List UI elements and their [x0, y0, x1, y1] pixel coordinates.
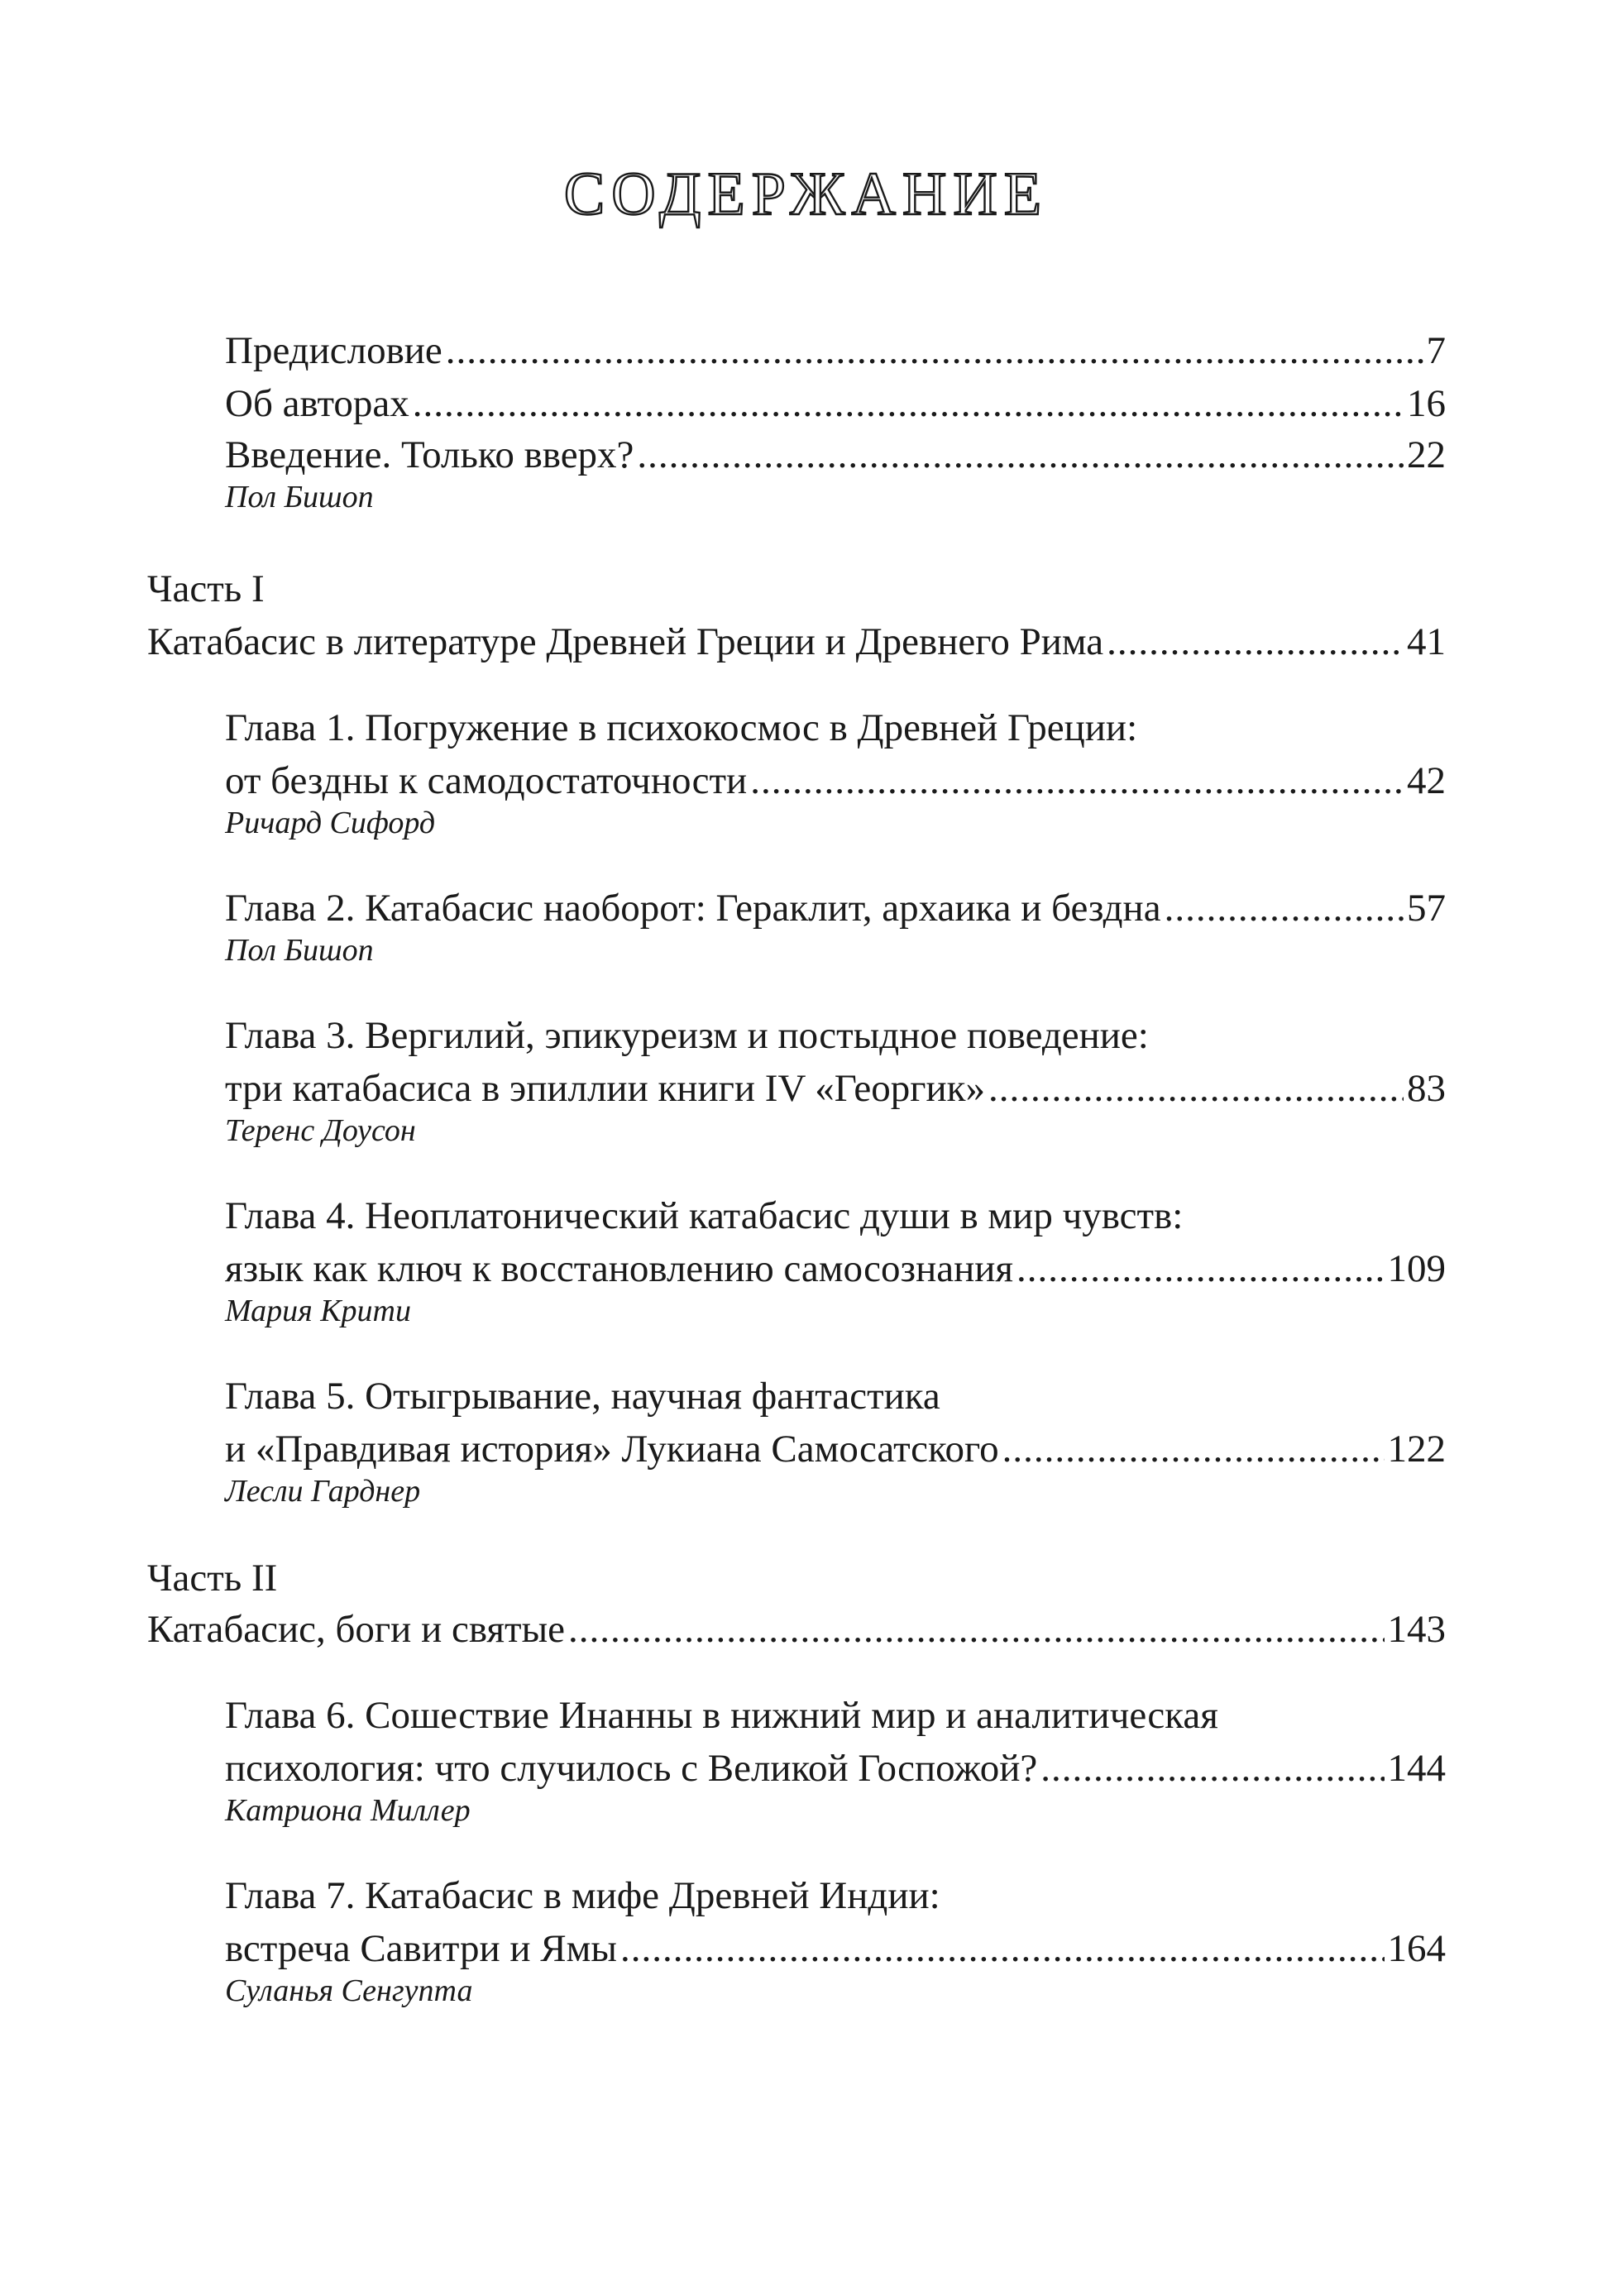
leader-dots: [568, 1606, 1384, 1653]
toc-page-number: 57: [1407, 887, 1446, 930]
toc-page-number: 7: [1426, 329, 1446, 372]
toc-entry-label: Катабасис, боги и святые: [147, 1608, 566, 1651]
leader-dots: [1040, 1745, 1384, 1791]
leader-dots: [1165, 885, 1404, 931]
toc-chapter-title[interactable]: Глава 5. Отыгрывание, научная фантастика: [225, 1375, 940, 1418]
toc-entry-chapter-7[interactable]: [225, 1925, 1446, 1972]
toc-page-number: 144: [1387, 1747, 1446, 1790]
part-heading: Часть I: [147, 567, 265, 610]
toc-page-number: 42: [1407, 759, 1446, 802]
toc-entry-part-2[interactable]: [147, 1606, 1446, 1653]
toc-chapter-title[interactable]: Глава 1. Погружение в психокосмос в Древней Греции:: [225, 706, 1138, 749]
toc-author: Пол Бишоп: [225, 480, 374, 514]
toc-page-number: 164: [1387, 1927, 1446, 1970]
toc-chapter-title[interactable]: Глава 6. Сошествие Инанны в нижний мир и аналитическая: [225, 1694, 1218, 1737]
toc-entry-label: Глава 2. Катабасис наоборот: Гераклит, архаика и бездна: [225, 887, 1161, 930]
toc-entry-label: Об авторах: [225, 382, 409, 425]
leader-dots: [988, 1065, 1404, 1112]
toc-page-number: 41: [1407, 620, 1446, 663]
toc-page-number: 16: [1407, 382, 1446, 425]
toc-author: Лесли Гарднер: [225, 1474, 421, 1509]
part-heading: Часть II: [147, 1557, 278, 1600]
toc-entry-chapter-2[interactable]: [225, 885, 1446, 931]
toc-author: Катриона Миллер: [225, 1793, 471, 1828]
toc-page-number: 22: [1407, 433, 1446, 476]
toc-entry-label: язык как ключ к восстановлению самосознания: [225, 1247, 1014, 1290]
toc-author: Теренс Доусон: [225, 1113, 416, 1148]
toc-entry-label: психология: что случилось с Великой Госпожой?: [225, 1747, 1038, 1790]
toc-entry-label: и «Правдивая история» Лукиана Самосатского: [225, 1428, 999, 1471]
toc-entry-preface[interactable]: [225, 328, 1446, 374]
leader-dots: [413, 380, 1404, 427]
toc-author: Пол Бишоп: [225, 933, 374, 968]
leader-dots: [750, 758, 1404, 804]
toc-entry-introduction[interactable]: [225, 432, 1446, 478]
toc-entry-label: от бездны к самодостаточности: [225, 759, 748, 802]
leader-dots: [620, 1925, 1385, 1972]
leader-dots: [1107, 619, 1404, 665]
toc-entry-chapter-4[interactable]: [225, 1246, 1446, 1292]
toc-entry-chapter-3[interactable]: [225, 1065, 1446, 1112]
leader-dots: [637, 432, 1404, 478]
toc-entry-label: Катабасис в литературе Древней Греции и Древнего Рима: [147, 620, 1104, 663]
toc-entry-label: Предисловие: [225, 329, 442, 372]
toc-entry-label: три катабасиса в эпиллии книги IV «Георгик»: [225, 1067, 986, 1110]
toc-page-number: 143: [1387, 1608, 1446, 1651]
toc-entry-label: встреча Савитри и Ямы: [225, 1927, 617, 1970]
toc-page-number: 109: [1387, 1247, 1446, 1290]
leader-dots: [1002, 1426, 1385, 1472]
toc-entry-chapter-6[interactable]: [225, 1745, 1446, 1791]
leader-dots: [1016, 1246, 1384, 1292]
toc-entry-about-authors[interactable]: [225, 380, 1446, 427]
toc-entry-label: Введение. Только вверх?: [225, 433, 634, 476]
toc-entry-chapter-5[interactable]: [225, 1426, 1446, 1472]
toc-chapter-title[interactable]: Глава 7. Катабасис в мифе Древней Индии:: [225, 1874, 940, 1917]
toc-entry-chapter-1[interactable]: [225, 758, 1446, 804]
toc-chapter-title[interactable]: Глава 4. Неоплатонический катабасис души в мир чувств:: [225, 1194, 1184, 1237]
toc-author: Суланья Сенгупта: [225, 1973, 473, 2008]
leader-dots: [446, 328, 1423, 374]
page-title: СОДЕРЖАНИЕ: [563, 160, 1049, 228]
toc-entry-part-1[interactable]: [147, 619, 1446, 665]
toc-chapter-title[interactable]: Глава 3. Вергилий, эпикуреизм и постыдное поведение:: [225, 1014, 1149, 1057]
toc-author: Ричард Сифорд: [225, 806, 436, 840]
toc-author: Мария Крити: [225, 1294, 411, 1328]
toc-page-number: 83: [1407, 1067, 1446, 1110]
toc-page-number: 122: [1387, 1428, 1446, 1471]
